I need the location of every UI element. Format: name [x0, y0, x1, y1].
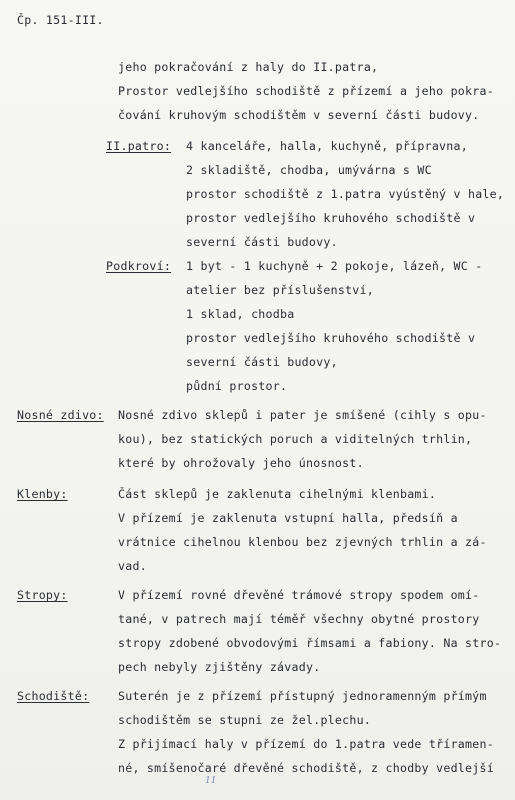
section-line: Nosné zdivo sklepů i pater je smíšené (cihly s opu-: [118, 408, 487, 422]
section-line: tané, v patrech mají téměř všechny obytné prostory: [118, 612, 480, 626]
section-line: stropy zdobené obvodovými římsami a fabiony. Na stro-: [118, 636, 502, 650]
handwritten-page-mark: 11: [205, 776, 217, 786]
section-label-staircase: Schodiště:: [17, 689, 90, 703]
section-line: schodištěm se stupni ze žel.plechu.: [118, 713, 372, 727]
floor-line: 1 byt - 1 kuchyně + 2 pokoje, lázeň, WC -: [186, 259, 483, 273]
intro-line: čování kruhovým schodištěm v severní části budovy.: [118, 108, 480, 122]
floor-line: prostor schodiště z 1.patra vyústěný v hale,: [186, 187, 505, 201]
floor-line: atelier bez příslušenství,: [186, 283, 374, 297]
floor-line: prostor vedlejšího kruhového schodiště v: [186, 211, 476, 225]
section-line: vad.: [118, 559, 147, 573]
section-line: pech nebyly zjištěny závady.: [118, 660, 321, 674]
section-line: Část sklepů je zaklenuta cihelnými klenbami.: [118, 487, 437, 501]
section-line: V přízemí rovné dřevěné trámové stropy spodem omí-: [118, 588, 480, 602]
section-line: né, smíšenočaré dřevěné schodiště, z chodby vedlejší: [118, 761, 494, 775]
floor-label-attic: Podkroví:: [106, 259, 172, 273]
intro-line: jeho pokračování z haly do II.patra,: [118, 60, 379, 74]
section-line: Suterén je z přízemí přístupný jednoramenným přímým: [118, 689, 487, 703]
section-line: Z přijímací haly v přízemí do 1.patra vede tříramen-: [118, 737, 494, 751]
section-label-vaults: Klenby:: [17, 487, 68, 501]
section-label-ceilings: Stropy:: [17, 588, 68, 602]
floor-line: severní části budovy,: [186, 355, 338, 369]
section-line: kou), bez statických poruch a viditelných trhlin,: [118, 432, 473, 446]
section-line: které by ohrožovaly jeho únosnost.: [118, 456, 364, 470]
floor-line: 2 skladiště, chodba, umývárna s WC: [186, 163, 432, 177]
floor-label-2nd-floor: II.patro:: [106, 139, 172, 153]
floor-line: půdní prostor.: [186, 379, 288, 393]
intro-line: Prostor vedlejšího schodiště z přízemí a jeho pokra-: [118, 84, 494, 98]
floor-line: severní části budovy.: [186, 235, 338, 249]
section-line: vrátnice cihelnou klenbou bez zjevných trhlin a zá-: [118, 535, 487, 549]
section-line: V přízemí je zaklenuta vstupní halla, předsíň a: [118, 511, 458, 525]
document-reference: Čp. 151-III.: [17, 13, 104, 27]
floor-line: prostor vedlejšího kruhového schodiště v: [186, 331, 476, 345]
section-label-load-bearing-walls: Nosné zdivo:: [17, 408, 104, 422]
floor-line: 1 sklad, chodba: [186, 307, 295, 321]
floor-line: 4 kanceláře, halla, kuchyně, přípravna,: [186, 139, 468, 153]
